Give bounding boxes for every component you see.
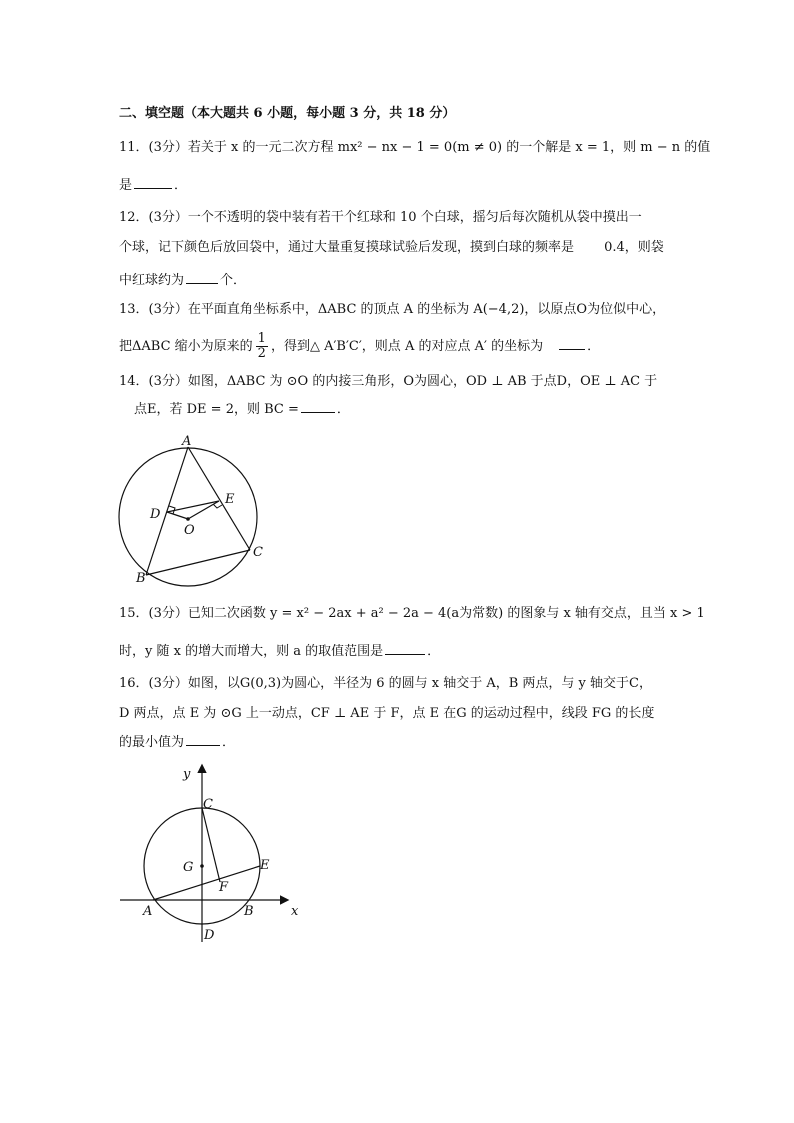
q14-figure-circle-triangle xyxy=(110,430,280,590)
q15-text-b: ． xyxy=(427,644,441,659)
label-b: B xyxy=(136,571,146,586)
q11-answer-blank[interactable] xyxy=(134,174,172,189)
q11-text-b: ． xyxy=(174,178,188,193)
q16-line1: 16．(3分）如图，以G(0,3)为圆心，半径为 6 的圆与 x 轴交于 A，B 两点，与 y 轴交于C， xyxy=(119,676,652,691)
q12-answer-blank[interactable] xyxy=(186,269,218,284)
q16-answer-blank[interactable] xyxy=(186,731,220,746)
q13-line1: 13．(3分）在平面直角坐标系中，ΔABC 的顶点 A 的坐标为 A(−4,2)，以原点O为位似中心， xyxy=(119,302,666,317)
q13-answer-blank[interactable] xyxy=(559,335,585,350)
q14-line2 xyxy=(134,398,350,420)
q11-text-a: 是 xyxy=(119,178,133,193)
q12-text-b: 个． xyxy=(220,273,247,288)
q12-line3 xyxy=(119,269,246,291)
q16-line2: D 两点，点 E 为 ⊙G 上一动点，CF ⊥ AE 于 F，点 E 在G 的运动过程中，线段 FG 的长度 xyxy=(119,706,655,721)
segment-de xyxy=(167,501,219,512)
q12-line1: 12．(3分）一个不透明的袋中装有若干个红球和 10 个白球，摇匀后每次随机从袋中摸出一 xyxy=(119,210,642,225)
q14-line1: 14．(3分）如图，ΔABC 为 ⊙O 的内接三角形，O为圆心，OD ⊥ AB 于点D，OE ⊥ AC 于 xyxy=(119,374,658,389)
q16-line3 xyxy=(119,731,235,753)
label-o: O xyxy=(184,523,195,538)
q12-text-a: 中红球约为 xyxy=(119,273,185,288)
center-point-o xyxy=(186,517,190,521)
label-a: A xyxy=(182,434,192,449)
segment-cf xyxy=(202,808,220,882)
q11-line1: 11．(3分）若关于 x 的一元二次方程 mx² − nx − 1 = 0(m ≠ 0) 的一个解是 x = 1，则 m − n 的值 xyxy=(119,140,711,155)
label-a: A xyxy=(143,904,153,919)
q16-text-a: 的最小值为 xyxy=(119,735,185,750)
segment-od xyxy=(167,512,188,519)
q13-line2 xyxy=(119,330,600,364)
one-half-fraction xyxy=(256,332,268,361)
label-d: D xyxy=(204,928,215,943)
fraction-numerator: 1 xyxy=(257,331,266,346)
segment-bc xyxy=(146,550,250,575)
q16-text-b: ． xyxy=(222,735,236,750)
label-b: B xyxy=(244,904,254,919)
q15-line1: 15．(3分）已知二次函数 y = x² − 2ax + a² − 2a − 4(a为常数) 的图象与 x 轴有交点，且当 x > 1 xyxy=(119,606,705,621)
q14-text-b: ． xyxy=(336,402,350,417)
label-c: C xyxy=(253,545,263,560)
segment-ac xyxy=(188,447,250,550)
section-title: 二、填空题（本大题共 6 小题，每小题 3 分，共 18 分） xyxy=(119,106,456,121)
right-angle-mark-e xyxy=(213,504,222,508)
label-d: D xyxy=(150,507,161,522)
q14-answer-blank[interactable] xyxy=(301,398,335,413)
fraction-denominator: 2 xyxy=(257,346,266,361)
label-g: G xyxy=(183,860,194,875)
label-e: E xyxy=(260,858,270,873)
q13-text-c: ． xyxy=(587,339,601,354)
segment-ae xyxy=(153,866,260,900)
q14-text-a: 点E，若 DE = 2，则 BC = xyxy=(134,402,299,417)
q12-line2: 个球，记下颜色后放回袋中，通过大量重复摸球试验后发现，摸到白球的频率是 0.4，则袋 xyxy=(119,240,664,255)
label-e: E xyxy=(225,492,235,507)
label-x: x xyxy=(291,904,299,919)
center-point-g xyxy=(200,864,204,868)
q11-line2 xyxy=(119,174,187,196)
q15-text-a: 时，y 随 x 的增大而增大，则 a 的取值范围是 xyxy=(119,644,384,659)
label-c: C xyxy=(203,797,213,812)
q13-text-b: ，得到△ A′B′C′，则点 A 的对应点 A′ 的坐标为 xyxy=(270,339,544,354)
label-f: F xyxy=(219,880,229,895)
label-y: y xyxy=(183,767,191,782)
q13-text-a: 把ΔABC 缩小为原来的 xyxy=(119,339,253,354)
q15-answer-blank[interactable] xyxy=(385,640,425,655)
q15-line2 xyxy=(119,640,440,662)
q16-figure-circle-axes xyxy=(115,760,300,950)
